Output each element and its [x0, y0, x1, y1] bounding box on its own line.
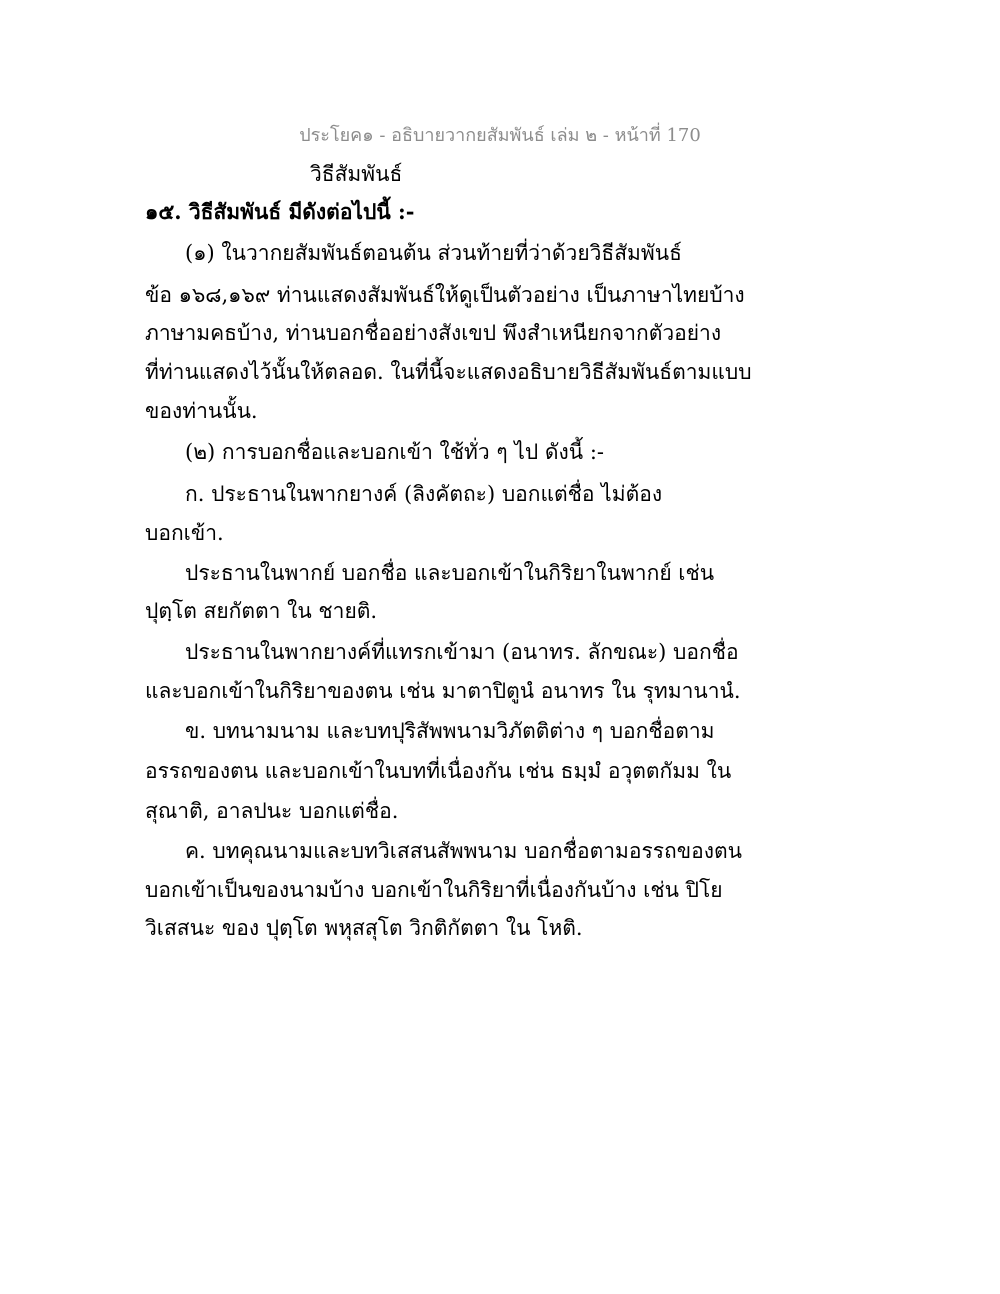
- paragraph-line: (๒) การบอกชื่อและบอกเข้า ใช้ทั่ว ๆ ไป ดังนี้ :-: [185, 440, 604, 464]
- paragraph-line: ก. ประธานในพากยางค์ (ลิงคัตถะ) บอกแต่ชื่อ ไม่ต้อง: [185, 482, 663, 506]
- running-header: ประโยค๑ - อธิบายวากยสัมพันธ์ เล่ม ๒ - หน้าที่ 170: [299, 125, 701, 146]
- paragraph-line: (๑) ในวากยสัมพันธ์ตอนต้น ส่วนท้ายที่ว่าด้วยวิธีสัมพันธ์: [185, 241, 682, 265]
- paragraph-line: และบอกเข้าในกิริยาของตน เช่น มาตาปิตูนํ อนาทร ใน รุทมานานํ.: [145, 679, 741, 703]
- paragraph-line: ค. บทคุณนามและบทวิเสสนสัพพนาม บอกชื่อตามอรรถของตน: [185, 839, 742, 863]
- paragraph-line: ของท่านนั้น.: [145, 399, 258, 423]
- paragraph-line: บอกเข้า.: [145, 521, 224, 545]
- paragraph-line: ปุตฺโต สยกัตตา ใน ชายติ.: [145, 599, 378, 623]
- paragraph-line: ประธานในพากย์ บอกชื่อ และบอกเข้าในกิริยาในพากย์ เช่น: [185, 561, 715, 585]
- paragraph-line: ข้อ ๑๖๘,๑๖๙ ท่านแสดงสัมพันธ์ให้ดูเป็นตัวอย่าง เป็นภาษาไทยบ้าง: [145, 283, 745, 307]
- paragraph-line: ที่ท่านแสดงไว้นั้นให้ตลอด. ในที่นี้จะแสดงอธิบายวิธีสัมพันธ์ตามแบบ: [145, 360, 752, 384]
- section-heading: ๑๕. วิธีสัมพันธ์ มีดังต่อไปนี้ :-: [145, 199, 415, 224]
- section-title: วิธีสัมพันธ์: [310, 162, 403, 186]
- paragraph-line: สุณาติ, อาลปนะ บอกแต่ชื่อ.: [145, 799, 399, 823]
- paragraph-line: ข. บทนามนาม และบทปุริสัพพนามวิภัตติต่าง ๆ บอกชื่อตาม: [185, 719, 715, 743]
- paragraph-line: อรรถของตน และบอกเข้าในบทที่เนื่องกัน เช่น ธมฺมํ อวุตตกัมม ใน: [145, 759, 732, 783]
- paragraph-line: วิเสสนะ ของ ปุตฺโต พหุสสุโต วิกติกัตตา ใน โหติ.: [145, 916, 583, 940]
- paragraph-line: บอกเข้าเป็นของนามบ้าง บอกเข้าในกิริยาที่เนื่องกันบ้าง เช่น ปิโย: [145, 878, 723, 902]
- paragraph-line: ประธานในพากยางค์ที่แทรกเข้ามา (อนาทร. ลักขณะ) บอกชื่อ: [185, 640, 739, 664]
- paragraph-line: ภาษามคธบ้าง, ท่านบอกชื่ออย่างสังเขป พึงสำเหนียกจากตัวอย่าง: [145, 321, 722, 345]
